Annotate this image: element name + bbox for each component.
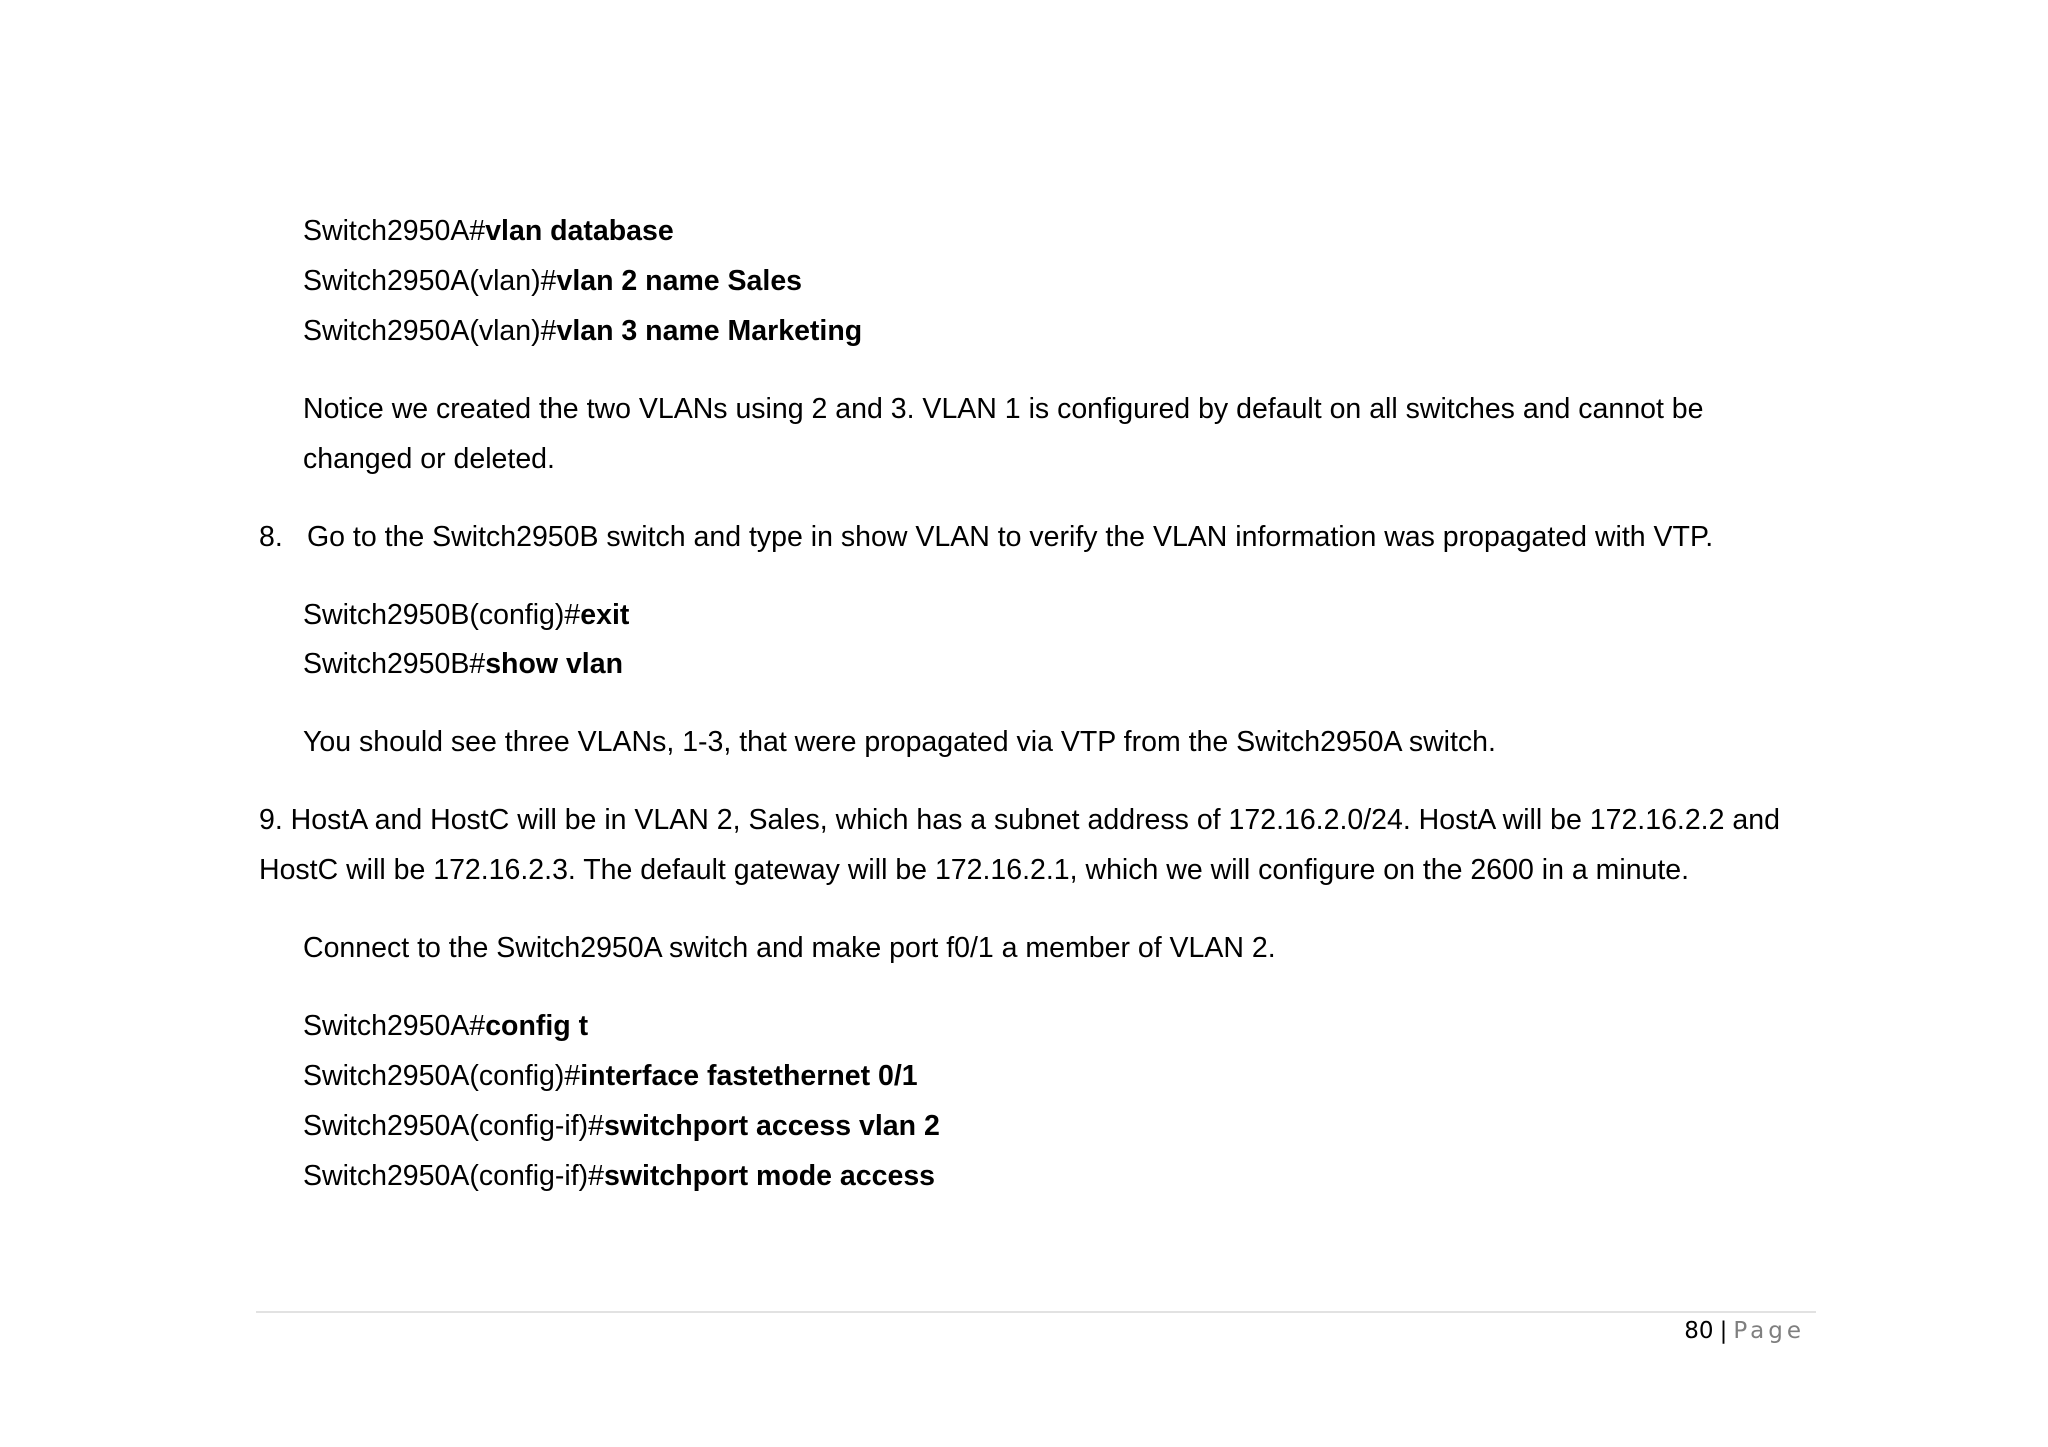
command-prompt: Switch2950A#: [303, 215, 486, 247]
command-text: vlan database: [485, 215, 674, 247]
command-prompt: Switch2950A#: [303, 1010, 486, 1042]
command-line: [303, 647, 623, 681]
command-line: [303, 1159, 935, 1193]
footer-separator: |: [1719, 1318, 1728, 1344]
step-text: Go to the Switch2950B switch and type in show VLAN to verify the VLAN information was propagated with VTP.: [307, 521, 1714, 553]
command-line: [303, 1059, 918, 1093]
command-prompt: Switch2950A(vlan)#: [303, 265, 557, 297]
command-text: switchport access vlan 2: [603, 1110, 940, 1142]
step-9-line-2: HostC will be 172.16.2.3. The default gateway will be 172.16.2.1, which we will configure on the 2600 in a minute.: [259, 854, 1690, 886]
command-line: [303, 314, 862, 348]
step-9-line-1: 9. HostA and HostC will be in VLAN 2, Sales, which has a subnet address of 172.16.2.0/24. HostA will be 172.16.2.2 and: [259, 804, 1780, 836]
footer-divider: [256, 1311, 1816, 1313]
page-footer: [1684, 1316, 1805, 1346]
command-line: [303, 264, 802, 298]
command-text: switchport mode access: [603, 1160, 936, 1192]
command-prompt: Switch2950A(config)#: [303, 1060, 581, 1092]
notice-paragraph-line-2: changed or deleted.: [303, 443, 555, 475]
see-paragraph: You should see three VLANs, 1-3, that were propagated via VTP from the Switch2950A switch.: [303, 726, 1496, 758]
command-text: vlan 3 name Marketing: [556, 315, 863, 347]
command-line: [303, 1009, 588, 1043]
command-text: interface fastethernet 0/1: [580, 1060, 918, 1092]
command-line: [303, 1109, 940, 1143]
command-line: [303, 214, 674, 248]
command-line: [303, 598, 629, 632]
command-prompt: Switch2950A(vlan)#: [303, 315, 557, 347]
command-prompt: Switch2950A(config-if)#: [303, 1160, 604, 1192]
command-prompt: Switch2950A(config-if)#: [303, 1110, 604, 1142]
command-text: exit: [580, 599, 630, 631]
notice-paragraph-line-1: Notice we created the two VLANs using 2 and 3. VLAN 1 is configured by default on all switches and cannot be: [303, 393, 1704, 425]
command-text: config t: [485, 1010, 589, 1042]
command-text: show vlan: [485, 648, 623, 680]
connect-paragraph: Connect to the Switch2950A switch and make port f0/1 a member of VLAN 2.: [303, 932, 1276, 964]
step-number: 8.: [259, 521, 283, 553]
step-8: [259, 520, 1713, 554]
page-label: Page: [1733, 1318, 1805, 1344]
command-prompt: Switch2950B(config)#: [303, 599, 581, 631]
command-text: vlan 2 name Sales: [556, 265, 803, 297]
command-prompt: Switch2950B#: [303, 648, 486, 680]
page-number: 80: [1684, 1318, 1714, 1344]
